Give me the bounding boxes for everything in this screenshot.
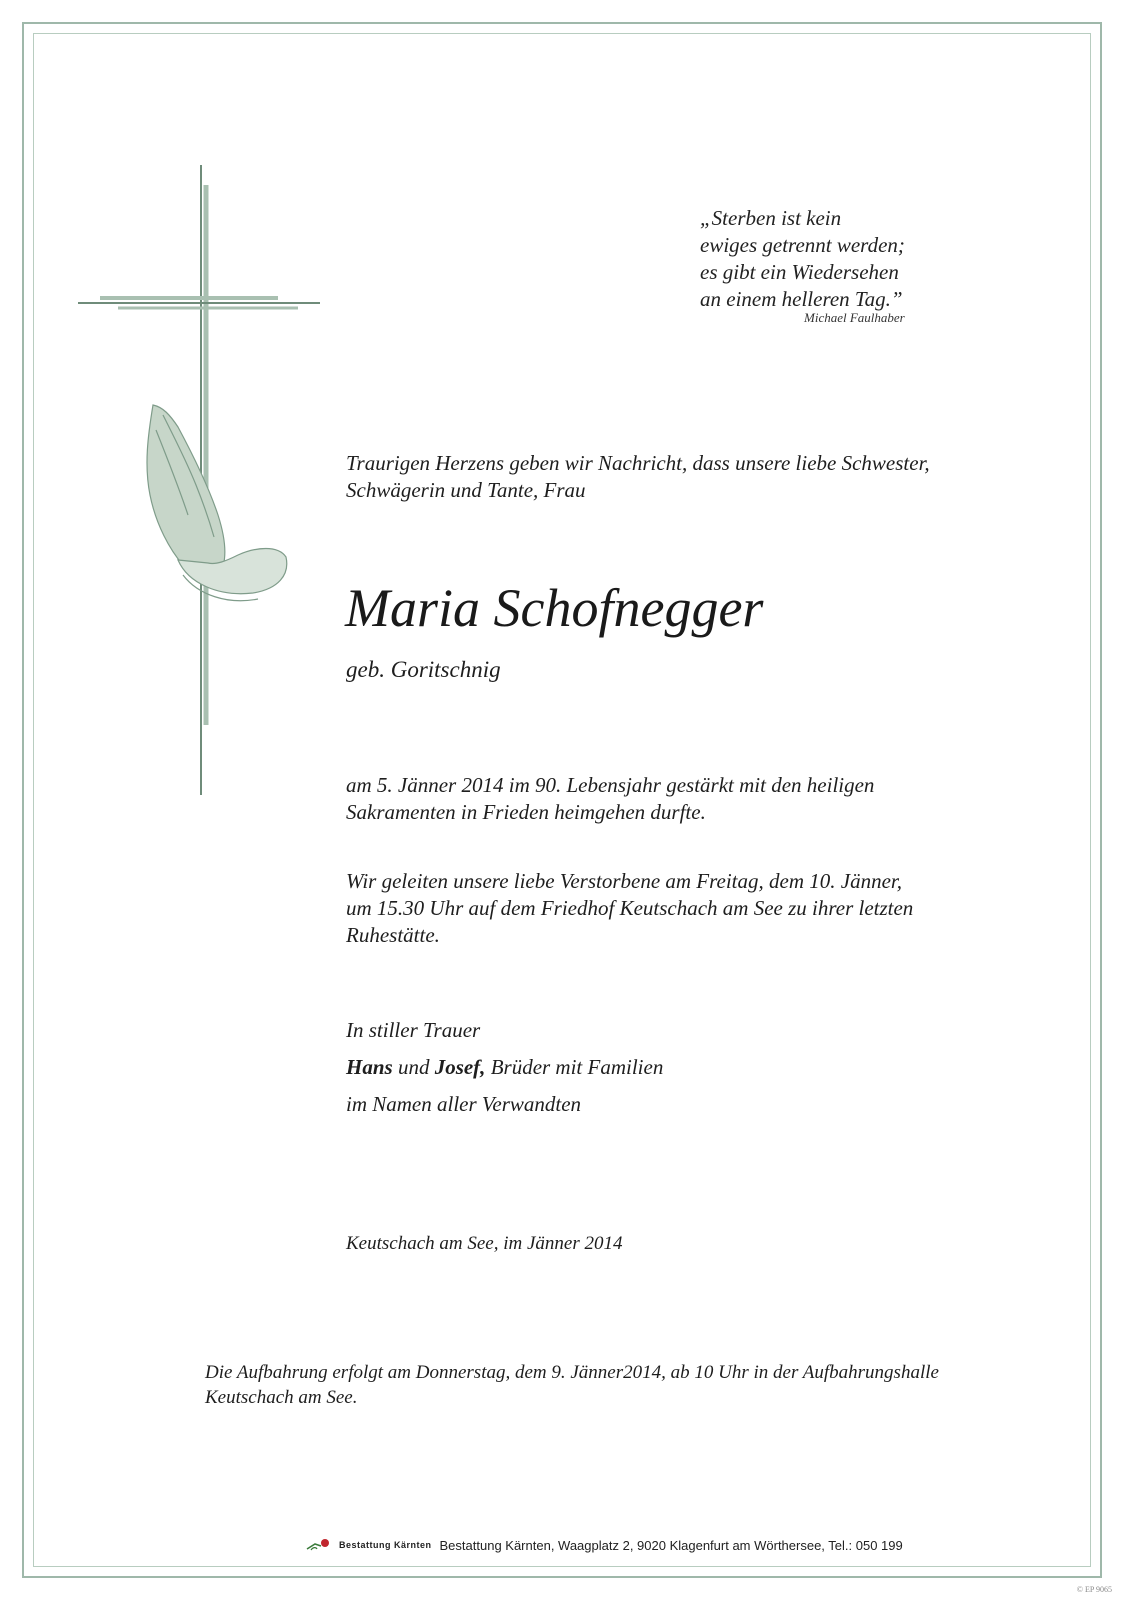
funeral-notice [346,868,913,949]
intro-line: Schwägerin und Tante, Frau [346,478,586,502]
logo-text: Bestattung Kärnten [339,1540,432,1550]
praying-hands-icon [147,405,287,601]
death-notice [346,772,874,826]
death-line: Sakramenten in Frieden heimgehen durfte. [346,800,706,824]
quote-line: es gibt ein Wiedersehen [700,260,899,284]
quote-line: an einem helleren Tag.” [700,287,903,311]
maiden-name: geb. Goritschnig [346,657,501,682]
intro-line: Traurigen Herzens geben wir Nachricht, dass unsere liebe Schwester, [346,451,930,475]
quote-line: „Sterben ist kein [700,206,842,230]
funeral-line: Ruhestätte. [346,923,440,947]
quote-author: Michael Faulhaber [804,310,905,325]
viewing-line: Die Aufbahrung erfolgt am Donnerstag, dem 9. Jänner2014, ab 10 Uhr in der Aufbahrungshalle [205,1362,939,1383]
death-line: am 5. Jänner 2014 im 90. Lebensjahr gestärkt mit den heiligen [346,773,875,797]
conjunction: und [397,1055,430,1079]
mourner-relation: Brüder mit Familien [490,1055,664,1079]
funeral-line: um 15.30 Uhr auf dem Friedhof Keutschach am See zu ihrer letzten [346,896,914,920]
mourners [346,1017,663,1128]
product-code: © EP 9065 [1076,1585,1112,1594]
relatives-line: im Namen aller Verwandten [346,1092,582,1116]
funeral-line: Wir geleiten unsere liebe Verstorbene am Freitag, dem 10. Jänner, [346,869,902,893]
mourner-name: Josef, [434,1055,486,1079]
footer [305,1537,903,1553]
quote [700,205,905,313]
viewing-notice [205,1360,939,1410]
deceased-name: Maria Schofnegger [345,578,764,638]
place-date: Keutschach am See, im Jänner 2014 [346,1233,623,1254]
intro-text [346,450,930,504]
cross-with-praying-hands-icon [78,165,328,795]
mourner-name: Hans [346,1055,393,1079]
rose-logo-icon [305,1537,335,1553]
mourners-names [346,1054,663,1081]
quote-line: ewiges getrennt werden; [700,233,905,257]
mourning-line: In stiller Trauer [346,1018,481,1042]
footer-address: Bestattung Kärnten, Waagplatz 2, 9020 Klagenfurt am Wörthersee, Tel.: 050 199 [439,1537,903,1553]
viewing-line: Keutschach am See. [205,1387,358,1408]
